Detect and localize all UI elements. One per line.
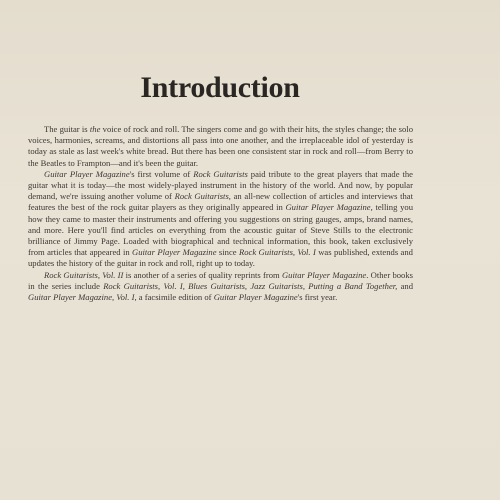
paragraph-1 [28,124,413,169]
paragraph-2 [28,169,413,270]
italic-run: Guitar Player Magazine [281,269,367,280]
italic-run: Guitar Player Magazine [44,168,130,179]
text-run: 's first volume of [129,168,194,179]
text-run: , telling you how they came to master their instruments and offering you suggestions on string gauges, amps, brand names, and more. Here you'll find articles on everything from the acoustic guitar of Steve Stills to the electronic brilliance of Jimmy Page. Loaded with biographical and technical information, this book, taken exclusively from articles that appeared in [28,202,413,258]
italic-run: Rock Guitarists, Vol. II [44,269,124,280]
italic-run: Rock Guitarists, Vol. I [238,247,316,258]
page-title: Introduction [140,71,300,105]
italic-run: Rock Guitarists [193,168,248,179]
text-run: paid tribute to the great players that made the guitar what it is today—the most widely-played instrument in the history of the world. And now, by popular demand, we're issuing another volume of [28,168,413,202]
text-run: a facsimile edition of [136,292,214,303]
italic-run: Guitar Player Magazine [132,247,217,258]
italic-run: Guitar Player Magazine [285,202,371,213]
text-run: voice of rock and roll. The singers come and go with their hits, the styles change; the solo voices, harmonies, screams, and distortions all pass into one another, and the irreplaceable idol of yesterday is today as stale as last week's white bread. But there has been one consistent star in rock and roll—from Berry to the Beatles to Frampton—and it's been the guitar. [28,124,413,168]
text-run: and [397,280,413,291]
text-run: is another of a series of quality reprints from [123,269,282,280]
text-run: . Other books in the series include [28,269,413,291]
paragraph-3 [28,270,413,304]
text-run: The guitar is [44,124,90,134]
text-run: was published, extends and updates the history of the guitar in rock and roll, right up to today. [28,247,413,269]
italic-run: Guitar Player Magazine [213,292,298,303]
italic-run: Rock Guitarists, Vol. I, Blues Guitarists, Jazz Guitarists, Putting a Band Together, [103,280,398,291]
text-run: , an all-new collection of articles and interviews that features the best of the rock guitar players as they originally appeared in [28,191,413,213]
italic-run: Rock Guitarists [174,191,229,202]
bleed-through-text [130,0,320,16]
body-text [28,124,413,303]
text-run: since [216,247,239,258]
italic-run: the [89,124,101,134]
italic-run: Guitar Player Magazine, Vol. I, [28,292,137,303]
text-run: 's first year. [297,292,338,303]
